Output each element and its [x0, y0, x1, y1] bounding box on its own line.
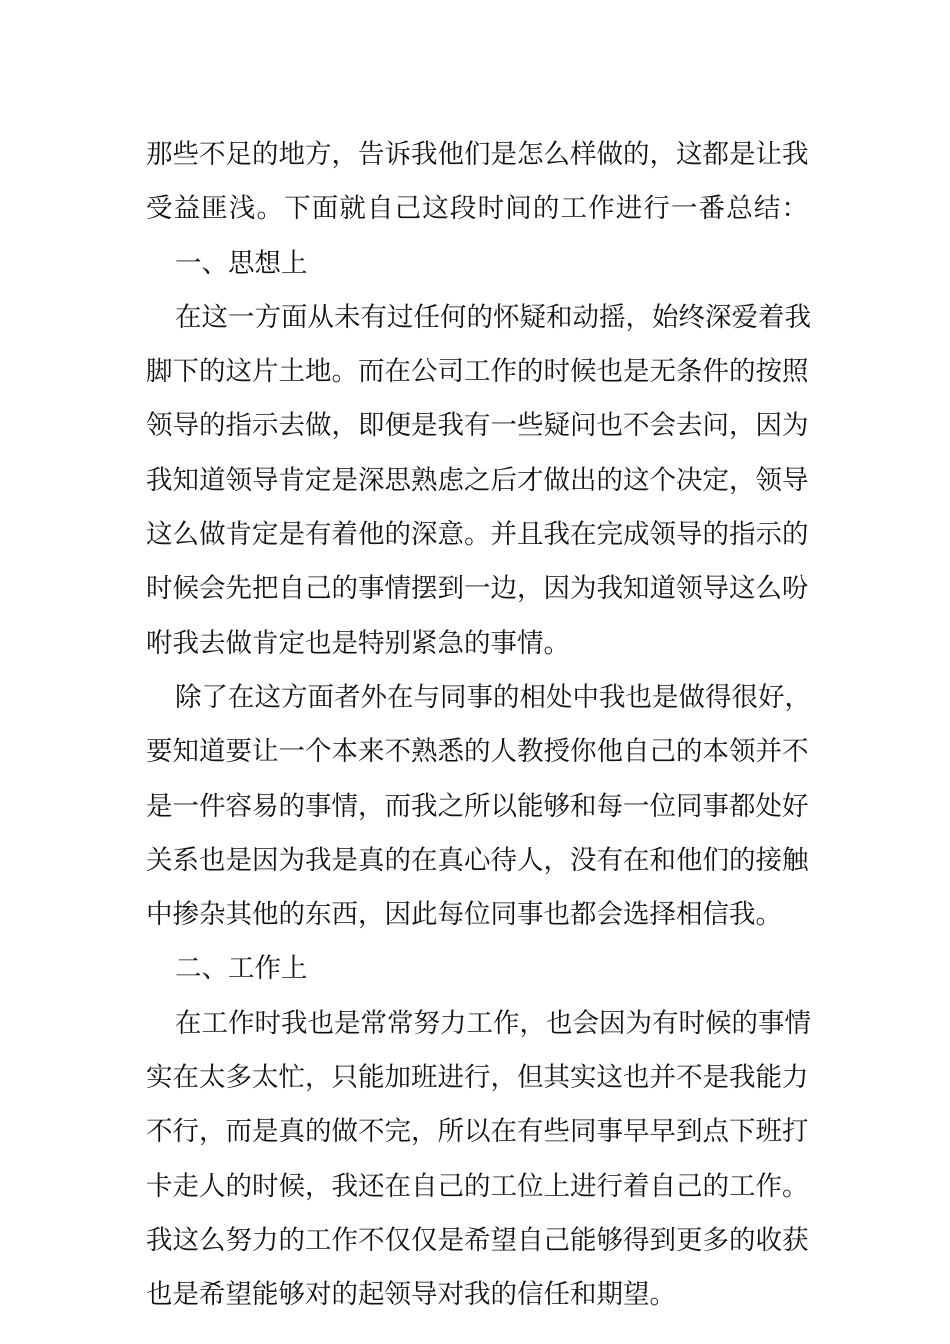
text-line: 卡走人的时候，我还在自己的工位上进行着自己的工作。 [146, 1170, 809, 1202]
text-line: 我这么努力的工作不仅仅是希望自己能够得到更多的收获 [146, 1224, 809, 1256]
text-line: 受益匪浅。下面就自己这段时间的工作进行一番总结： [146, 193, 808, 225]
section-heading-work: 二、工作上 [175, 953, 308, 985]
text-line: 这么做肯定是有着他的深意。并且我在完成领导的指示的 [146, 519, 809, 551]
paragraph-end: 中掺杂其他的东西，因此每位同事也都会选择相信我。 [146, 899, 782, 931]
text-line: 时候会先把自己的事情摆到一边，因为我知道领导这么吩 [146, 573, 809, 605]
paragraph-start: 在这一方面从未有过任何的怀疑和动摇，始终深爱着我 [175, 301, 811, 333]
text-line: 脚下的这片土地。而在公司工作的时候也是无条件的按照 [146, 356, 809, 388]
paragraph-start: 除了在这方面者外在与同事的相处中我也是做得很好， [175, 681, 811, 713]
section-heading-thought: 一、思想上 [175, 247, 308, 279]
paragraph-end: 咐我去做肯定也是特别紧急的事情。 [146, 627, 570, 659]
text-line: 关系也是因为我是真的在真心待人，没有在和他们的接触 [146, 844, 809, 876]
text-line: 是一件容易的事情，而我之所以能够和每一位同事都处好 [146, 790, 809, 822]
text-line: 领导的指示去做，即便是我有一些疑问也不会去问，因为 [146, 410, 809, 442]
text-line: 不行，而是真的做不完，所以在有些同事早早到点下班打 [146, 1116, 809, 1148]
paragraph-end: 也是希望能够对的起领导对我的信任和期望。 [146, 1279, 676, 1311]
text-line: 实在太多太忙，只能加班进行，但其实这也并不是我能力 [146, 1062, 809, 1094]
paragraph-start: 在工作时我也是常常努力工作，也会因为有时候的事情 [175, 1007, 811, 1039]
text-line: 要知道要让一个本来不熟悉的人教授你他自己的本领并不 [146, 736, 809, 768]
body-text [146, 128, 811, 1323]
text-line: 我知道领导肯定是深思熟虑之后才做出的这个决定，领导 [146, 464, 809, 496]
text-line: 那些不足的地方，告诉我他们是怎么样做的，这都是让我 [146, 139, 809, 170]
